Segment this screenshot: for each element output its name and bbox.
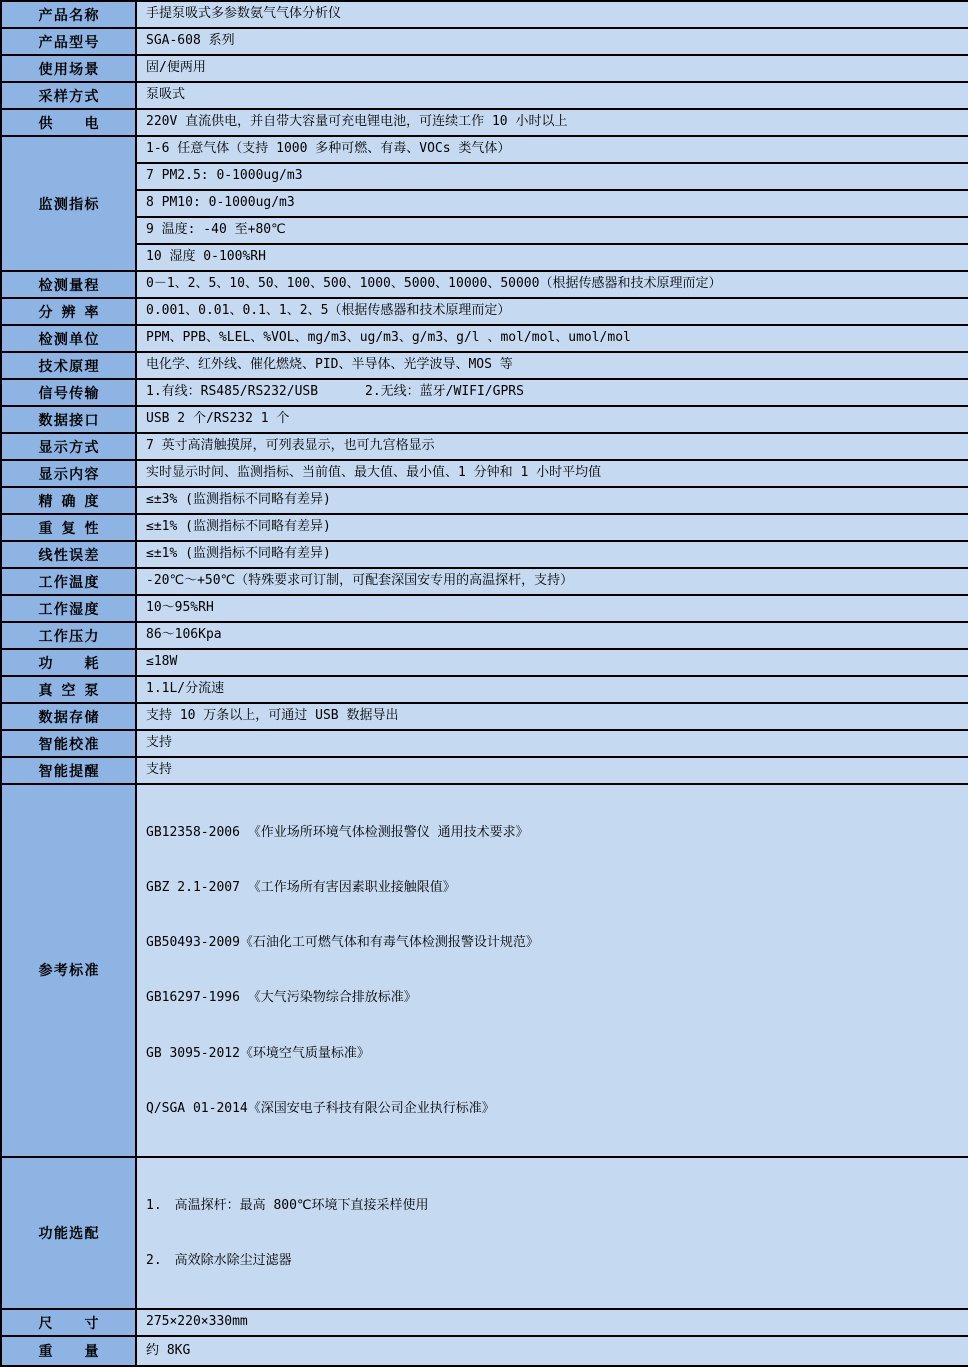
spec-label [1, 82, 136, 109]
spec-label [1, 460, 136, 487]
standard-line: GB 3095-2012《环境空气质量标准》 [146, 1045, 370, 1061]
spec-label-text: 技术原理 [38, 358, 99, 375]
spec-label-text: 参考标准 [38, 963, 99, 980]
spec-label [1, 676, 136, 703]
table-row [1, 1309, 968, 1336]
spec-label-text: 信号传输 [38, 385, 99, 402]
table-row [1, 109, 968, 136]
table-row [1, 460, 968, 487]
table-row [1, 703, 968, 730]
spec-value: 86～106Kpa [136, 622, 968, 649]
spec-label-text: 尺寸 [38, 1315, 99, 1332]
table-row [1, 352, 968, 379]
spec-label-text: 线性误差 [38, 547, 99, 564]
table-row [1, 136, 968, 163]
spec-label-text: 供电 [38, 115, 99, 132]
spec-label-text: 数据接口 [38, 412, 99, 429]
spec-label [1, 1309, 136, 1336]
table-row [1, 1, 968, 28]
spec-label-text: 检测量程 [38, 277, 99, 294]
spec-value: 0－1、2、5、10、50、100、500、1000、5000、10000、50000（根据传感器和技术原理而定） [136, 271, 968, 298]
spec-label-text: 分辨率 [38, 304, 99, 321]
spec-value: 7 英寸高清触摸屏，可列表显示，也可九宫格显示 [136, 433, 968, 460]
spec-value: 9 温度: -40 至+80℃ [136, 217, 968, 244]
table-row [1, 595, 968, 622]
table-row [1, 190, 968, 217]
spec-value: 1-6 任意气体（支持 1000 多种可燃、有毒、VOCs 类气体） [136, 136, 968, 163]
spec-label-text: 工作压力 [38, 628, 99, 645]
spec-label-text: 监测指标 [38, 196, 99, 213]
table-row [1, 1157, 968, 1309]
spec-label [1, 730, 136, 757]
table-row [1, 298, 968, 325]
spec-label [1, 433, 136, 460]
spec-value: 支持 [136, 730, 968, 757]
spec-label-text: 使用场景 [38, 61, 99, 78]
standard-line: GB16297-1996 《大气污染物综合排放标准》 [146, 990, 417, 1006]
table-row [1, 730, 968, 757]
spec-value: 固/便两用 [136, 55, 968, 82]
standard-line: Q/SGA 01-2014《深国安电子科技有限公司企业执行标准》 [146, 1100, 495, 1116]
spec-label [1, 406, 136, 433]
table-row [1, 622, 968, 649]
table-row [1, 541, 968, 568]
spec-label [1, 649, 136, 676]
spec-value: ≤±3% (监测指标不同略有差异) [136, 487, 968, 514]
spec-value: 1.有线：RS485/RS232/USB 2.无线：蓝牙/WIFI/GPRS [136, 379, 968, 406]
spec-label-text: 产品名称 [38, 7, 99, 24]
spec-label [1, 28, 136, 55]
table-row [1, 28, 968, 55]
table-row [1, 433, 968, 460]
table-row [1, 1336, 968, 1366]
spec-value: 8 PM10: 0-1000ug/m3 [136, 190, 968, 217]
spec-label-text: 功能选配 [38, 1225, 99, 1242]
spec-label [1, 487, 136, 514]
spec-label [1, 757, 136, 784]
spec-label [1, 568, 136, 595]
table-row [1, 406, 968, 433]
spec-label-text: 智能提醒 [38, 763, 99, 780]
spec-label [1, 298, 136, 325]
table-row [1, 82, 968, 109]
spec-label [1, 1336, 136, 1366]
table-row [1, 244, 968, 271]
spec-value: 支持 [136, 757, 968, 784]
spec-value: 泵吸式 [136, 82, 968, 109]
spec-value: 0.001、0.01、0.1、1、2、5（根据传感器和技术原理而定） [136, 298, 968, 325]
spec-label-text: 重复性 [38, 520, 99, 537]
spec-value: ≤±1% (监测指标不同略有差异) [136, 541, 968, 568]
spec-label [1, 352, 136, 379]
spec-value: USB 2 个/RS232 1 个 [136, 406, 968, 433]
table-row [1, 514, 968, 541]
spec-value: 支持 10 万条以上，可通过 USB 数据导出 [136, 703, 968, 730]
table-row [1, 217, 968, 244]
spec-label-text: 产品型号 [38, 34, 99, 51]
standard-line: GBZ 2.1-2007 《工作场所有害因素职业接触限值》 [146, 879, 456, 895]
spec-value: 220V 直流供电，并自带大容量可充电锂电池，可连续工作 10 小时以上 [136, 109, 968, 136]
spec-label [1, 595, 136, 622]
spec-label [1, 703, 136, 730]
table-row [1, 784, 968, 1157]
spec-label [1, 784, 136, 1157]
table-row [1, 757, 968, 784]
spec-value: ≤18W [136, 649, 968, 676]
table-row [1, 487, 968, 514]
spec-label-text: 数据存储 [38, 709, 99, 726]
spec-label-text: 功耗 [38, 655, 99, 672]
spec-label [1, 271, 136, 298]
standard-line: GB50493-2009《石油化工可燃气体和有毒气体检测报警设计规范》 [146, 935, 539, 951]
table-row [1, 163, 968, 190]
spec-label [1, 109, 136, 136]
standard-line: GB12358-2006 《作业场所环境气体检测报警仪 通用技术要求》 [146, 824, 529, 840]
spec-label-text: 重量 [38, 1344, 99, 1361]
option-line: 2. 高效除水除尘过滤器 [146, 1252, 292, 1268]
spec-label [1, 325, 136, 352]
spec-value: SGA-608 系列 [136, 28, 968, 55]
spec-value: 实时显示时间、监测指标、当前值、最大值、最小值、1 分钟和 1 小时平均值 [136, 460, 968, 487]
table-row [1, 55, 968, 82]
spec-label-text: 采样方式 [38, 88, 99, 105]
table-row [1, 325, 968, 352]
spec-value: PPM、PPB、%LEL、%VOL、mg/m3、ug/m3、g/m3、g/l 、mol/mol、umol/mol [136, 325, 968, 352]
table-row [1, 271, 968, 298]
spec-value: 手提泵吸式多参数氨气气体分析仪 [136, 1, 968, 28]
spec-value: 1.1L/分流速 [136, 676, 968, 703]
spec-label [1, 55, 136, 82]
spec-value [136, 784, 968, 1157]
spec-label [1, 622, 136, 649]
spec-value [136, 1157, 968, 1309]
spec-value: 10～95%RH [136, 595, 968, 622]
spec-value: 275×220×330mm [136, 1309, 968, 1336]
spec-label [1, 1157, 136, 1309]
spec-label [1, 379, 136, 406]
spec-label-text: 智能校准 [38, 736, 99, 753]
table-row [1, 379, 968, 406]
spec-label [1, 514, 136, 541]
spec-label [1, 1, 136, 28]
spec-value: 电化学、红外线、催化燃烧、PID、半导体、光学波导、MOS 等 [136, 352, 968, 379]
option-line: 1. 高温探杆：最高 800℃环境下直接采样使用 [146, 1197, 429, 1213]
spec-label-text: 工作湿度 [38, 601, 99, 618]
spec-value: 7 PM2.5: 0-1000ug/m3 [136, 163, 968, 190]
table-row [1, 676, 968, 703]
spec-label-text: 显示内容 [38, 466, 99, 483]
spec-label [1, 136, 136, 271]
spec-label-text: 精确度 [38, 493, 99, 510]
spec-label-text: 显示方式 [38, 439, 99, 456]
spec-value: -20℃～+50℃（特殊要求可订制，可配套深国安专用的高温探杆，支持） [136, 568, 968, 595]
spec-value: 10 湿度 0-100%RH [136, 244, 968, 271]
spec-label-text: 工作温度 [38, 574, 99, 591]
table-row [1, 649, 968, 676]
spec-label [1, 541, 136, 568]
spec-value: 约 8KG [136, 1336, 968, 1366]
spec-value: ≤±1% (监测指标不同略有差异) [136, 514, 968, 541]
spec-label-text: 真空泵 [38, 682, 99, 699]
spec-label-text: 检测单位 [38, 331, 99, 348]
table-row [1, 568, 968, 595]
